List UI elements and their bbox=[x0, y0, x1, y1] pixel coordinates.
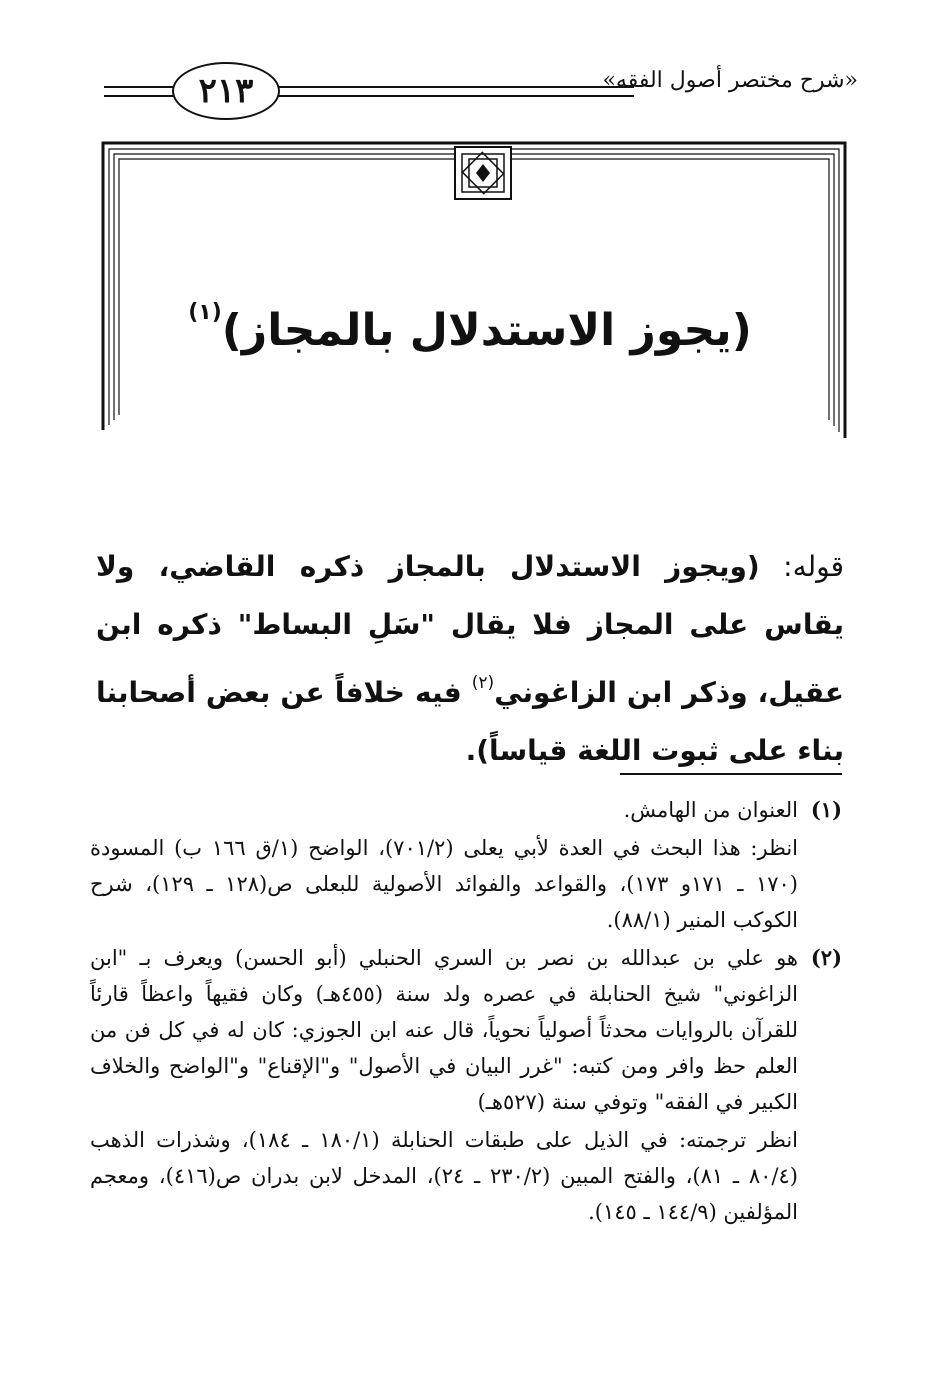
page-number bbox=[172, 62, 280, 120]
footnote-text: انظر: هذا البحث في العدة لأبي يعلى (٧٠١/٢)، الواضح (١/ق ١٦٦ ب) المسودة (١٧٠ ـ ١٧١و ١٧٣)، والقواعد والفوائد الأصولية للبعلى ص(١٢٨ ـ ١٢٩)، شرح الكوكب المنير (٨٨/١). bbox=[90, 836, 798, 932]
quoted-text: (ويجوز الاستدلال بالمجاز ذكره القاضي، ولا يقاس على المجاز فلا يقال "سَلِ البساط" ذكره ابن عقيل، وذكر ابن الزاغوني bbox=[96, 550, 845, 709]
quoted-text: فيه خلافاً عن بعض أصحابنا بناء على ثبوت اللغة قياساً). bbox=[96, 676, 844, 767]
star-ornament-icon bbox=[454, 146, 512, 204]
footnote-ref: (١) bbox=[188, 300, 222, 325]
footnote-text: انظر ترجمته: في الذيل على طبقات الحنابلة (١٨٠/١ ـ ١٨٤)، وشذرات الذهب (٨٠/٤ ـ ٨١)، والفتح المبين (٢٣٠/٢ ـ ٢٤)، المدخل لابن بدران ص(٤١٦)، ومعجم المؤلفين (١٤٤/٩ ـ ١٤٥). bbox=[90, 1128, 798, 1224]
footnotes bbox=[90, 792, 842, 1232]
footnote-number: (١) bbox=[810, 797, 842, 822]
footnote bbox=[90, 940, 842, 1230]
footnote-ref: (٢) bbox=[471, 673, 495, 693]
intro-word: قوله: bbox=[759, 550, 844, 583]
footnote bbox=[90, 792, 842, 938]
chapter-title bbox=[180, 300, 760, 356]
chapter-title-text: (يجوز الاستدلال بالمجاز) bbox=[221, 305, 752, 356]
header-double-rule bbox=[104, 86, 174, 97]
header-double-rule bbox=[276, 86, 634, 97]
page-number-text: ٢١٣ bbox=[198, 71, 254, 111]
main-paragraph bbox=[96, 538, 844, 780]
footnote-separator bbox=[620, 773, 842, 775]
footnote-number: (٢) bbox=[810, 945, 842, 970]
running-header-title: «شرح مختصر أصول الفقه» bbox=[602, 68, 858, 93]
footnote-text: العنوان من الهامش. bbox=[623, 798, 798, 822]
footnote-text: هو علي بن عبدالله بن نصر بن السري الحنبلي (أبو الحسن) ويعرف بـ "ابن الزاغوني" شيخ الحنابلة في عصره ولد سنة (٤٥٥هـ) وكان فقيهاً واعظاً قارئاً للقرآن بالروايات محدثاً أصولياً نحوياً، قال عنه ابن الجوزي: كان له في كل فن من العلم حظ وافر ومن كتبه: "غرر البيان في الأصول" و"الإقناع" و"الواضح والخلاف الكبير في الفقه" وتوفي سنة (٥٢٧هـ) bbox=[90, 946, 799, 1114]
